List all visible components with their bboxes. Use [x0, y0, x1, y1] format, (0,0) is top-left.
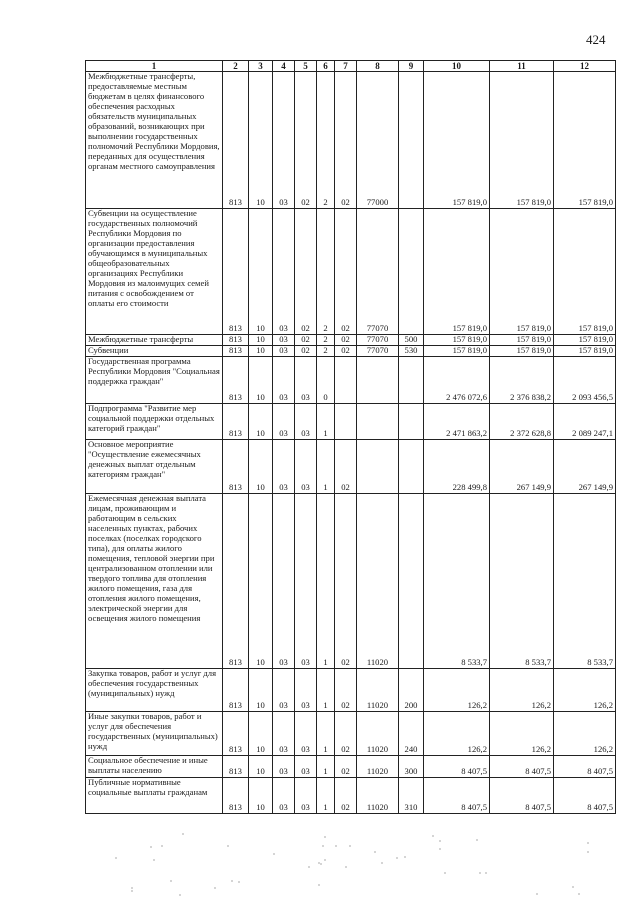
code-cell: 03: [273, 756, 295, 778]
amount-cell: 157 819,0: [554, 335, 616, 346]
table-row: [86, 756, 616, 778]
amount-cell: 2 093 456,5: [554, 357, 616, 404]
code-cell: 77070: [357, 209, 399, 335]
code-cell: 2: [317, 209, 335, 335]
col-header: 12: [554, 61, 616, 72]
code-cell: 11020: [357, 669, 399, 712]
amount-cell: 8 533,7: [490, 494, 554, 669]
amount-cell: 157 819,0: [490, 209, 554, 335]
col-header: 11: [490, 61, 554, 72]
col-header: 5: [295, 61, 317, 72]
scan-speck: [324, 859, 326, 861]
amount-cell: 2 376 838,2: [490, 357, 554, 404]
scan-speck: [396, 857, 398, 859]
code-cell: 02: [335, 756, 357, 778]
code-cell: 77070: [357, 335, 399, 346]
code-cell: 03: [295, 756, 317, 778]
code-cell: 03: [273, 494, 295, 669]
code-cell: [357, 357, 399, 404]
code-cell: 10: [249, 404, 273, 440]
code-cell: 02: [335, 335, 357, 346]
table-row: [86, 494, 616, 669]
amount-cell: 8 407,5: [490, 756, 554, 778]
amount-cell: 157 819,0: [424, 346, 490, 357]
code-cell: 10: [249, 357, 273, 404]
amount-cell: 8 407,5: [424, 778, 490, 814]
amount-cell: 157 819,0: [554, 209, 616, 335]
scan-speck: [444, 872, 446, 874]
amount-cell: 267 149,9: [490, 440, 554, 494]
table-row: [86, 357, 616, 404]
col-header: 3: [249, 61, 273, 72]
code-cell: 813: [223, 756, 249, 778]
scan-speck: [479, 872, 481, 874]
code-cell: 02: [295, 209, 317, 335]
budget-table: [85, 60, 616, 814]
code-cell: 10: [249, 335, 273, 346]
amount-cell: 126,2: [554, 669, 616, 712]
amount-cell: 8 407,5: [554, 778, 616, 814]
scan-speck: [381, 862, 383, 864]
amount-cell: 2 089 247,1: [554, 404, 616, 440]
code-cell: 310: [399, 778, 424, 814]
code-cell: 03: [273, 712, 295, 756]
amount-cell: 8 533,7: [424, 494, 490, 669]
code-cell: 813: [223, 357, 249, 404]
code-cell: 03: [273, 669, 295, 712]
code-cell: 03: [295, 778, 317, 814]
table-row: [86, 778, 616, 814]
code-cell: 11020: [357, 494, 399, 669]
code-cell: 11020: [357, 778, 399, 814]
code-cell: 1: [317, 494, 335, 669]
scan-speck: [182, 833, 184, 835]
code-cell: 03: [273, 357, 295, 404]
scan-speck: [170, 880, 172, 882]
code-cell: 02: [335, 669, 357, 712]
code-cell: 02: [335, 440, 357, 494]
code-cell: 813: [223, 440, 249, 494]
table-row: [86, 72, 616, 209]
amount-cell: 157 819,0: [490, 346, 554, 357]
code-cell: 0: [317, 357, 335, 404]
code-cell: 1: [317, 440, 335, 494]
code-cell: [335, 404, 357, 440]
code-cell: 813: [223, 712, 249, 756]
code-cell: 10: [249, 756, 273, 778]
scan-speck: [349, 845, 351, 847]
code-cell: 03: [295, 440, 317, 494]
code-cell: 813: [223, 494, 249, 669]
code-cell: [357, 440, 399, 494]
code-cell: 813: [223, 72, 249, 209]
code-cell: 1: [317, 669, 335, 712]
row-description: Закупка товаров, работ и услуг для обеспечения государственных (муниципальных) нужд: [86, 669, 223, 712]
code-cell: [399, 404, 424, 440]
code-cell: 10: [249, 669, 273, 712]
scan-speck: [374, 851, 376, 853]
scan-speck: [161, 845, 163, 847]
code-cell: 500: [399, 335, 424, 346]
code-cell: 02: [295, 335, 317, 346]
code-cell: 11020: [357, 712, 399, 756]
col-header: 1: [86, 61, 223, 72]
header-row: [86, 61, 616, 72]
code-cell: [357, 404, 399, 440]
code-cell: [399, 357, 424, 404]
code-cell: 02: [335, 72, 357, 209]
amount-cell: 126,2: [554, 712, 616, 756]
scan-speck: [587, 842, 589, 844]
row-description: Межбюджетные трансферты: [86, 335, 223, 346]
code-cell: 10: [249, 494, 273, 669]
scan-speck: [179, 894, 181, 896]
scan-speck: [404, 856, 406, 858]
scan-speck: [318, 862, 320, 864]
code-cell: 03: [295, 669, 317, 712]
page-number: 424: [586, 32, 606, 47]
table-row: [86, 440, 616, 494]
scan-speck: [476, 839, 478, 841]
code-cell: 02: [295, 72, 317, 209]
code-cell: 10: [249, 778, 273, 814]
code-cell: [399, 209, 424, 335]
scan-speck: [536, 893, 538, 895]
code-cell: 813: [223, 404, 249, 440]
scan-speck: [308, 866, 310, 868]
scan-speck: [150, 846, 152, 848]
scan-speck: [322, 845, 324, 847]
scan-speck: [231, 880, 233, 882]
col-header: 9: [399, 61, 424, 72]
code-cell: 77000: [357, 72, 399, 209]
code-cell: 530: [399, 346, 424, 357]
amount-cell: 2 471 863,2: [424, 404, 490, 440]
scan-speck: [439, 840, 441, 842]
scan-speck: [439, 848, 441, 850]
code-cell: 2: [317, 335, 335, 346]
code-cell: [335, 357, 357, 404]
row-description: Социальное обеспечение и иные выплаты населению: [86, 756, 223, 778]
amount-cell: 8 533,7: [554, 494, 616, 669]
code-cell: 200: [399, 669, 424, 712]
table-row: [86, 335, 616, 346]
scan-speck: [131, 887, 133, 889]
amount-cell: 2 372 628,8: [490, 404, 554, 440]
code-cell: 03: [273, 209, 295, 335]
code-cell: 02: [335, 712, 357, 756]
code-cell: 1: [317, 756, 335, 778]
scan-speck: [324, 836, 326, 838]
amount-cell: 228 499,8: [424, 440, 490, 494]
code-cell: 02: [295, 346, 317, 357]
table-row: [86, 712, 616, 756]
amount-cell: 8 407,5: [424, 756, 490, 778]
code-cell: 03: [273, 778, 295, 814]
amount-cell: 2 476 072,6: [424, 357, 490, 404]
amount-cell: 157 819,0: [554, 72, 616, 209]
code-cell: 03: [273, 335, 295, 346]
code-cell: 813: [223, 346, 249, 357]
code-cell: 77070: [357, 346, 399, 357]
scan-speck: [318, 884, 320, 886]
scan-speck: [227, 845, 229, 847]
code-cell: 813: [223, 778, 249, 814]
amount-cell: 157 819,0: [554, 346, 616, 357]
code-cell: 813: [223, 209, 249, 335]
row-description: Ежемесячная денежная выплата лицам, проживающим и работающим в сельских населенных пунктах, рабочих поселках (поселках городского типа), для оплаты жилого помещения, тепловой энергии при централизованном отоплении или твердого топлива для отопления жилого помещения, газа для отопления жилого помещения, электрической энергии для освещения жилого помещения: [86, 494, 223, 669]
code-cell: 10: [249, 440, 273, 494]
amount-cell: 157 819,0: [424, 335, 490, 346]
row-description: Государственная программа Республики Мордовия "Социальная поддержка граждан": [86, 357, 223, 404]
col-header: 6: [317, 61, 335, 72]
code-cell: [399, 72, 424, 209]
code-cell: 240: [399, 712, 424, 756]
code-cell: [399, 440, 424, 494]
scan-speck: [587, 851, 589, 853]
col-header: 7: [335, 61, 357, 72]
code-cell: 03: [295, 712, 317, 756]
row-description: Межбюджетные трансферты, предоставляемые местным бюджетам в целях финансового обеспечения расходных обязательств муниципальных образований, возникающих при выполнении государственных полномочий Республики Мордовия, переданных для осуществления органам местного самоуправления: [86, 72, 223, 209]
row-description: Публичные нормативные социальные выплаты гражданам: [86, 778, 223, 814]
table-row: [86, 404, 616, 440]
amount-cell: 157 819,0: [490, 72, 554, 209]
scan-speck: [578, 893, 580, 895]
code-cell: 813: [223, 335, 249, 346]
table-row: [86, 669, 616, 712]
code-cell: 10: [249, 346, 273, 357]
amount-cell: 8 407,5: [554, 756, 616, 778]
scan-speck: [572, 886, 574, 888]
scan-speck: [485, 872, 487, 874]
code-cell: 813: [223, 669, 249, 712]
code-cell: 1: [317, 404, 335, 440]
col-header: 8: [357, 61, 399, 72]
table-row: [86, 209, 616, 335]
code-cell: 03: [273, 346, 295, 357]
scan-speck: [335, 845, 337, 847]
amount-cell: 126,2: [424, 669, 490, 712]
row-description: Субвенции: [86, 346, 223, 357]
code-cell: 02: [335, 346, 357, 357]
scan-speck: [153, 859, 155, 861]
code-cell: 1: [317, 778, 335, 814]
scan-speck: [238, 881, 240, 883]
amount-cell: 8 407,5: [490, 778, 554, 814]
code-cell: 11020: [357, 756, 399, 778]
col-header: 4: [273, 61, 295, 72]
amount-cell: 126,2: [424, 712, 490, 756]
row-description: Иные закупки товаров, работ и услуг для обеспечения государственных (муниципальных) нужд: [86, 712, 223, 756]
amount-cell: 267 149,9: [554, 440, 616, 494]
scan-speck: [214, 887, 216, 889]
code-cell: 02: [335, 778, 357, 814]
scan-speck: [273, 853, 275, 855]
code-cell: 300: [399, 756, 424, 778]
code-cell: 03: [295, 494, 317, 669]
code-cell: 10: [249, 72, 273, 209]
col-header: 10: [424, 61, 490, 72]
amount-cell: 126,2: [490, 712, 554, 756]
amount-cell: 157 819,0: [424, 72, 490, 209]
code-cell: 10: [249, 209, 273, 335]
code-cell: [399, 494, 424, 669]
code-cell: 2: [317, 346, 335, 357]
col-header: 2: [223, 61, 249, 72]
row-description: Субвенции на осуществление государственных полномочий Республики Мордовия по организации предоставления обучающимся в муниципальных общеобразовательных организациях Республики Мордовия из малоимущих семей питания с освобождением от оплаты его стоимости: [86, 209, 223, 335]
code-cell: 03: [273, 72, 295, 209]
code-cell: 03: [273, 440, 295, 494]
amount-cell: 126,2: [490, 669, 554, 712]
row-description: Подпрограмма "Развитие мер социальной поддержки отдельных категорий граждан": [86, 404, 223, 440]
scan-speck: [115, 857, 117, 859]
scan-speck: [320, 863, 322, 865]
code-cell: 10: [249, 712, 273, 756]
table-row: [86, 346, 616, 357]
code-cell: 02: [335, 209, 357, 335]
scan-speck: [345, 866, 347, 868]
row-description: Основное мероприятие "Осуществление ежемесячных денежных выплат отдельным категориям граждан": [86, 440, 223, 494]
code-cell: 03: [295, 404, 317, 440]
scan-speck: [131, 890, 133, 892]
amount-cell: 157 819,0: [490, 335, 554, 346]
code-cell: 03: [295, 357, 317, 404]
amount-cell: 157 819,0: [424, 209, 490, 335]
code-cell: 1: [317, 712, 335, 756]
code-cell: 02: [335, 494, 357, 669]
code-cell: 2: [317, 72, 335, 209]
scan-speck: [432, 835, 434, 837]
code-cell: 03: [273, 404, 295, 440]
